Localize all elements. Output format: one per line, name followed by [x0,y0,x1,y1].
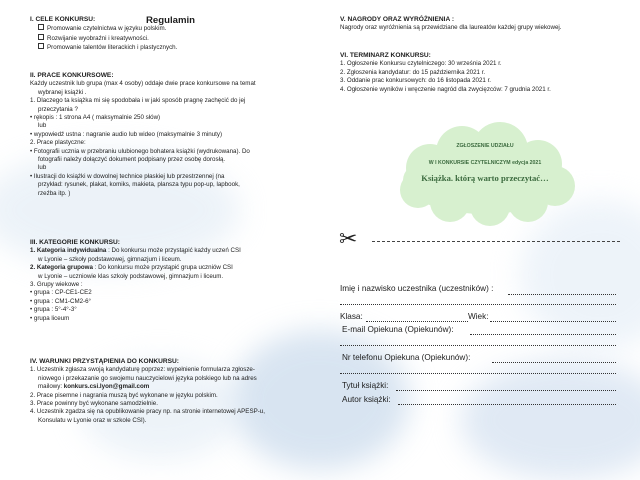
section-heading-goals: I. CELE KONKURSU: [30,16,96,23]
category-group: 2. Kategoria grupowa : Do konkursu może przystąpić grupa uczniów CSI [30,264,233,272]
age-field[interactable] [490,321,616,322]
checkbox-icon [38,43,44,49]
checkbox-icon [38,24,44,30]
works-or: lub [38,122,47,130]
section-heading-schedule: VI. TERMINARZ KONKURSU: [340,52,431,59]
cloud-line-1: ZGŁOSZENIE UDZIAŁU [456,143,514,149]
condition-item-cont: Konsulatu w Lyonie oraz w szkole CSI). [38,416,147,424]
schedule-item: 2. Zgłoszenia kandydatur: do 15 października 2021 r. [340,68,486,76]
age-group-item: • grupa : CM1-CM2-6° [30,297,92,305]
section-heading-works: II. PRACE KONKURSOWE: [30,72,114,79]
works-bullet-cont: fotografii należy dołączyć dokument podpisany przez osobę dorosłą. [38,156,226,164]
age-groups-heading: 3. Grupy wiekowe : [30,281,83,289]
age-label: Wiek: [468,312,489,321]
guardian-phone-field[interactable] [492,362,616,363]
guardian-phone-label: Nr telefonu Opiekuna (Opiekunów): [342,353,471,362]
works-question-1: 1. Dlaczego ta książka mi się spodobała i w jaki sposób pragnę zachęcić do jej [30,97,246,105]
works-or: lub [38,164,47,172]
goal-item: Promowanie czytelnictwa w języku polskim. [30,24,312,33]
age-group-item: • grupa : 5°-4°-3° [30,306,77,314]
section-heading-prizes: V. NAGRODY ORAZ WYRÓŻNIENIA : [340,16,455,23]
works-intro: wybranej książki . [38,88,87,96]
book-author-label: Autor książki: [342,395,391,404]
checkbox-icon [38,34,44,40]
guardian-email-field-2[interactable] [340,345,616,346]
goal-item: Promowanie talentów literackich i plastycznych. [30,43,312,52]
works-bullet: • wypowiedź ustna : nagranie audio lub wideo (maksymalnie 3 minuty) [30,130,223,138]
participant-name-label: Imię i nazwisko uczestnika (uczestników) : [340,284,494,293]
participant-name-field[interactable] [508,294,616,295]
participant-name-field-2[interactable] [340,304,616,305]
works-bullet: • Fotografii ucznia w przebraniu ulubionego bohatera książki (wydrukowana). Do [30,147,250,155]
condition-item-cont: mailowy: konkurs.csi.lyon@gmail.com [38,383,150,391]
condition-item: 1. Uczestnik zgłasza swoją kandydaturę poprzez: wypełnienie formularza zgłosze- [30,366,255,374]
scissors-icon: ✂ [339,226,358,251]
works-question-1-cont: przeczytania ? [38,105,78,113]
age-group-item: • grupa liceum [30,314,70,322]
contact-email[interactable]: konkurs.csi.lyon@gmail.com [63,383,150,391]
class-label: Klasa: [340,312,363,321]
schedule-item: 4. Ogłoszenie wyników i wręczenie nagród dla zwycięzców: 7 grudnia 2021 r. [340,85,551,93]
schedule-item: 3. Oddanie prac konkursowych: do 16 listopada 2021 r. [340,77,492,85]
condition-item: 2. Prace pisemne i nagrania muszą być wykonane w języku polskim. [30,391,218,399]
class-field[interactable] [366,321,468,322]
cloud-line-2: W I KONKURSIE CZYTELNICZYM edycja 2021 [428,160,542,166]
cut-line [372,241,620,242]
works-intro: Każdy uczestnik lub grupa (max 4 osoby) oddaje dwie prace konkursowe na temat [30,80,256,88]
section-heading-categories: III. KATEGORIE KONKURSU: [30,239,120,246]
condition-item: 4. Uczestnik zgadza się na opublikowanie pracy np. na stronie internetowej APESP-u, [30,408,265,416]
age-group-item: • grupa : CP-CE1-CE2 [30,289,92,297]
condition-item: 3. Prace powinny być wykonane samodzielnie. [30,400,158,408]
book-title-label: Tytuł książki: [342,381,389,390]
section-heading-conditions: IV. WARUNKI PRZYSTĄPIENIA DO KONKURSU: [30,358,179,365]
works-question-2: 2. Prace plastyczne: [30,139,86,147]
prizes-text: Nagrody oraz wyróżnienia są przewidziane dla laureatów każdej grupy wiekowej. [340,24,562,32]
works-bullet-cont: przykład: rysunek, plakat, komiks, makieta, plansza typu pop-up, lapbook, [38,181,240,189]
document-title: Regulamin [146,15,196,26]
category-individual: 1. Kategoria indywidualna : Do konkursu może przystąpić każdy uczeń CSI [30,247,241,255]
category-group-cont: w Lyonie – uczniowie klas szkoły podstawowej, gimnazjum i liceum. [38,272,224,280]
works-bullet: • Ilustracji do książki w dowolnej technice płaskiej lub przestrzennej (na [30,172,225,180]
book-author-field[interactable] [398,404,616,405]
condition-item-cont: niowego i przekazanie go swojemu nauczycielowi języka polskiego lub na adres [38,374,257,382]
cloud-line-3: Książka. którą warto przeczytać… [421,173,549,183]
guardian-email-field[interactable] [470,334,616,335]
works-bullet-cont: rzeźba itp. ) [38,189,71,197]
schedule-item: 1. Ogłoszenie Konkursu czytelniczego: 30 września 2021 r. [340,60,502,68]
watercolor-wash [460,360,640,480]
goal-item: Rozwijanie wyobraźni i kreatywności. [30,34,312,43]
works-bullet: • rękopis : 1 strona A4 ( maksymalnie 250 słów) [30,114,161,122]
book-title-field[interactable] [396,390,616,391]
category-individual-cont: w Lyonie – szkoły podstawowej, gimnazjum i liceum. [38,255,182,263]
guardian-email-label: E-mail Opiekuna (Opiekunów): [342,325,454,334]
guardian-phone-field-2[interactable] [340,373,616,374]
